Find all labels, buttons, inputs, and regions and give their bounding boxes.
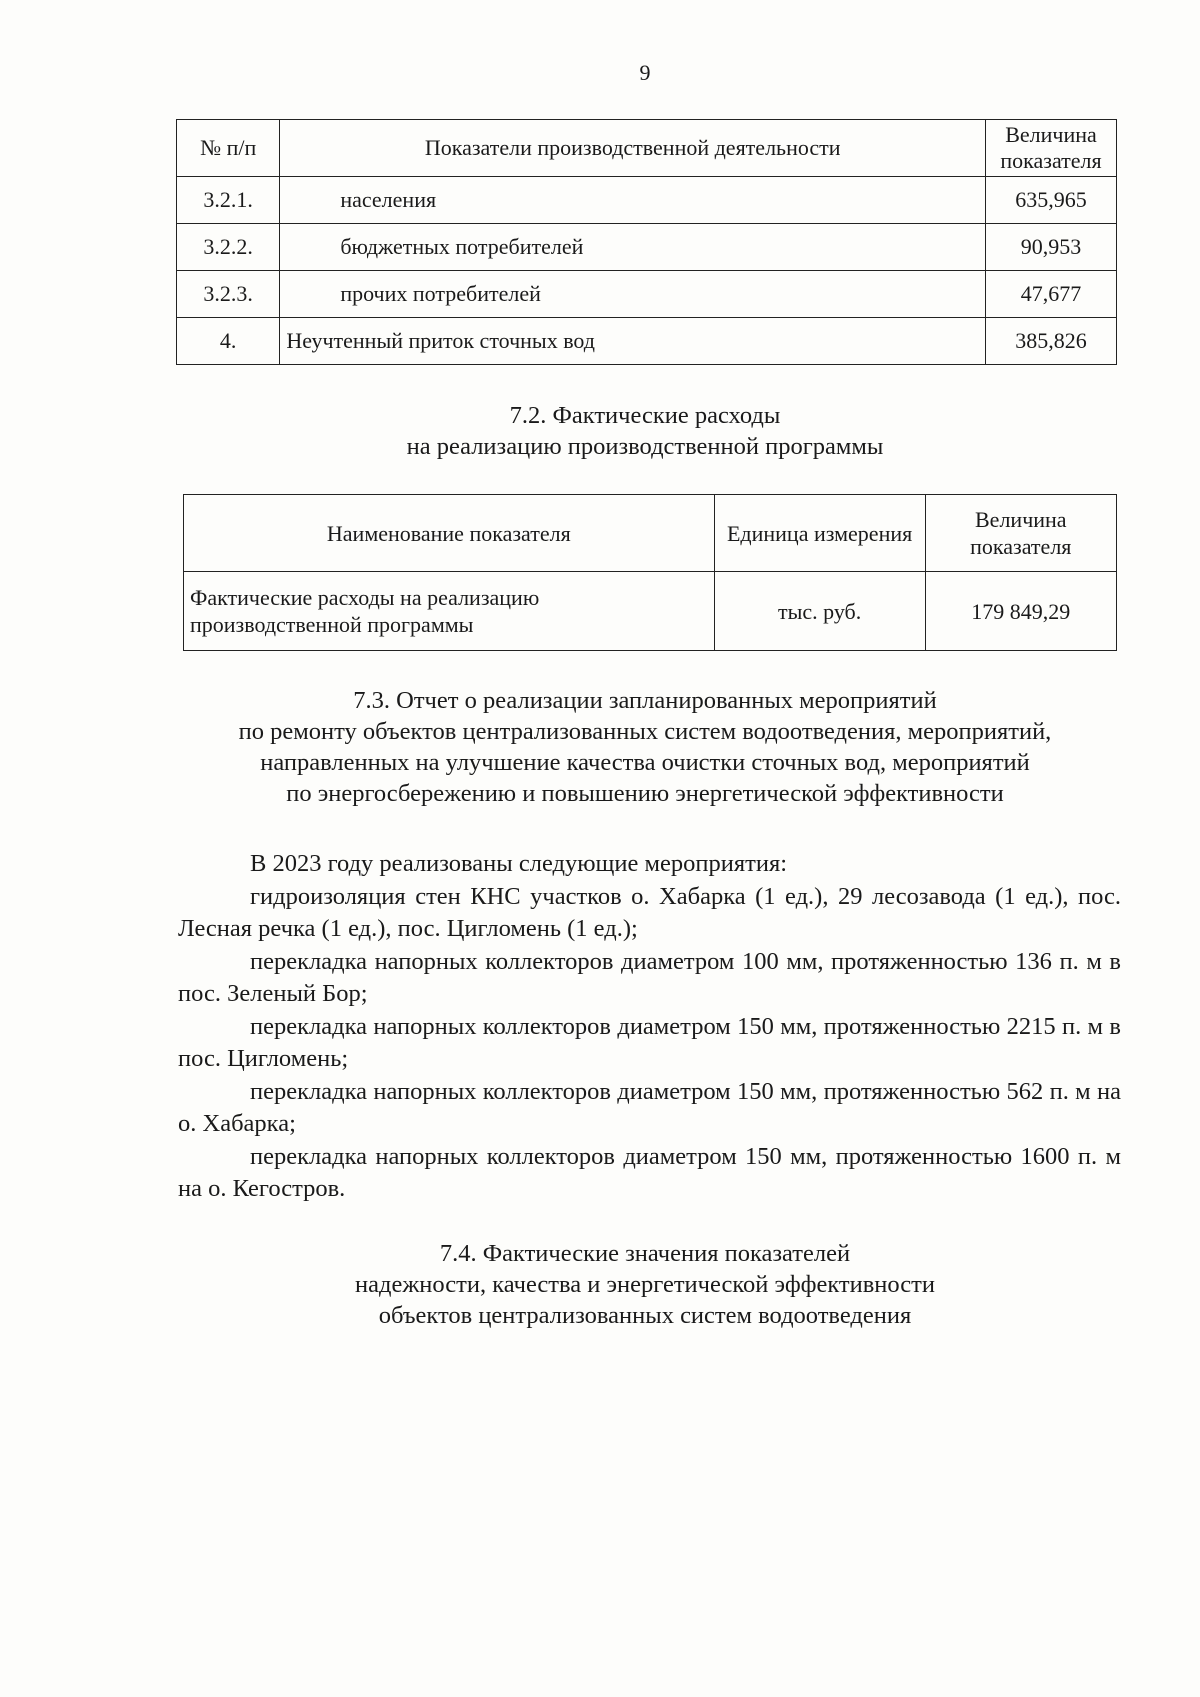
column-header-unit: Единица измерения — [714, 495, 925, 572]
heading-line: на реализацию производственной программы — [406, 433, 884, 460]
row-value: 385,826 — [986, 318, 1117, 365]
row-unit: тыс. руб. — [714, 572, 925, 651]
heading-line: по энергосбережению и повышению энергетической эффективности — [286, 780, 1004, 807]
row-number: 3.2.3. — [177, 271, 280, 318]
table-row — [177, 318, 1117, 365]
column-header-indicator: Показатели производственной деятельности — [280, 120, 986, 177]
row-number: 3.2.1. — [177, 177, 280, 224]
table-header-row — [177, 120, 1117, 177]
row-label: Фактические расходы на реализацию производственной программы — [184, 572, 715, 651]
row-label: населения — [280, 177, 986, 224]
column-header-number: № п/п — [177, 120, 280, 177]
actual-expenses-table — [183, 494, 1117, 651]
heading-line: объектов централизованных систем водоотведения — [378, 1302, 912, 1329]
list-item: перекладка напорных коллекторов диаметром 150 мм, протяженностью 1600 п. м на о. Кегостров. — [178, 1142, 1121, 1202]
row-value: 90,953 — [986, 224, 1117, 271]
column-header-value: Величина показателя — [925, 495, 1116, 572]
table-row — [177, 224, 1117, 271]
section-7-3-heading — [0, 685, 1200, 809]
table-header-row — [184, 495, 1117, 572]
heading-line: надежности, качества и энергетической эффективности — [355, 1271, 935, 1298]
production-indicators-table — [176, 119, 1117, 365]
column-header-value: Величина показателя — [986, 120, 1117, 177]
list-item: гидроизоляция стен КНС участков о. Хабарка (1 ед.), 29 лесозавода (1 ед.), пос. Лесная речка (1 ед.), пос. Цигломень (1 ед.); — [178, 882, 1121, 942]
list-item: перекладка напорных коллекторов диаметром 150 мм, протяженностью 562 п. м на о. Хабарка; — [178, 1077, 1121, 1137]
row-number: 4. — [177, 318, 280, 365]
table-row — [177, 177, 1117, 224]
row-number: 3.2.2. — [177, 224, 280, 271]
column-header-name: Наименование показателя — [184, 495, 715, 572]
measures-list — [178, 848, 1121, 1206]
row-label: прочих потребителей — [280, 271, 986, 318]
list-item: перекладка напорных коллекторов диаметром 100 мм, протяженностью 136 п. м в пос. Зеленый Бор; — [178, 947, 1121, 1007]
row-value: 179 849,29 — [925, 572, 1116, 651]
body-intro: В 2023 году реализованы следующие мероприятия: — [250, 850, 788, 877]
row-value: 635,965 — [986, 177, 1117, 224]
heading-line: направленных на улучшение качества очистки сточных вод, мероприятий — [260, 749, 1030, 776]
heading-line: 7.4. Фактические значения показателей — [439, 1240, 851, 1267]
section-7-2-heading — [0, 400, 1200, 462]
page-number: 9 — [639, 60, 651, 85]
row-label: Неучтенный приток сточных вод — [280, 318, 986, 365]
heading-line: 7.2. Фактические расходы — [509, 402, 781, 429]
table-row — [184, 572, 1117, 651]
heading-line: по ремонту объектов централизованных систем водоотведения, мероприятий, — [238, 718, 1052, 745]
list-item: перекладка напорных коллекторов диаметром 150 мм, протяженностью 2215 п. м в пос. Цигломень; — [178, 1012, 1121, 1072]
section-7-4-heading — [0, 1238, 1200, 1331]
row-value: 47,677 — [986, 271, 1117, 318]
row-label: бюджетных потребителей — [280, 224, 986, 271]
heading-line: 7.3. Отчет о реализации запланированных мероприятий — [353, 687, 937, 714]
table-row — [177, 271, 1117, 318]
